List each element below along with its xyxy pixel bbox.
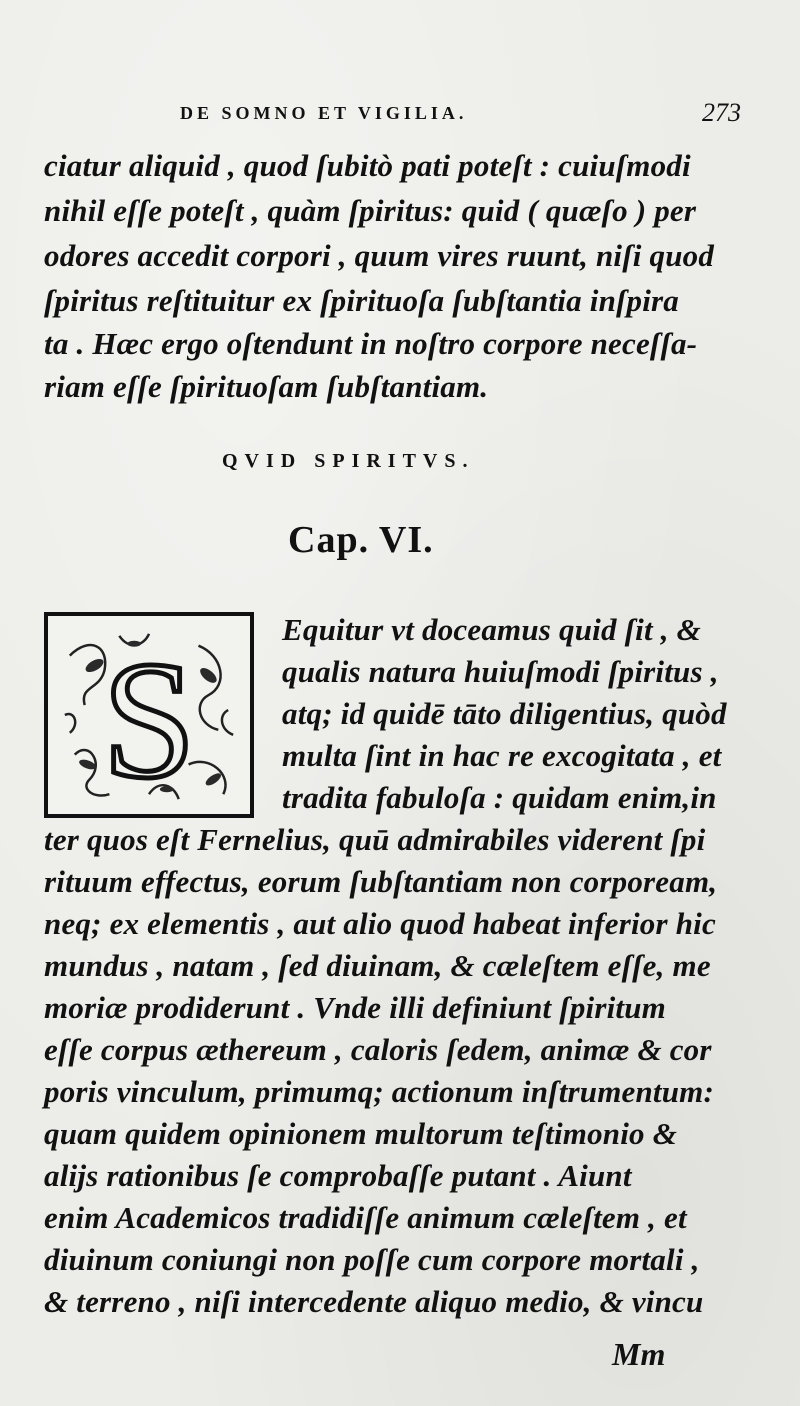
text-line: aliјs rationibus ſe comprobaſſe putant . Aiunt (44, 1158, 632, 1193)
text-line: tradita fabuloſa : quidam enim,in (282, 780, 717, 815)
text-line: eſſe corpus æthereum , caloris ſedem, animæ & cor (44, 1032, 712, 1067)
text-line: qualis natura huiuſmodi ſpiritus , (282, 654, 719, 689)
text-line: ſpiritus reſtituitur ex ſpirituoſa ſubſtantia inſpira (44, 283, 680, 318)
drop-cap-letter: S (102, 627, 196, 814)
text-line: odores accedit corpori , quum vires ruunt, niſi quod (44, 238, 715, 273)
text-line: diuinum coniungi non poſſe cum corpore mortali , (44, 1242, 700, 1277)
text-line: enim Academicos tradidiſſe animum cæleſtem , et (44, 1200, 687, 1235)
text-line: multa ſint in hac re excogitata , et (282, 738, 722, 773)
signature-mark: Mm (612, 1336, 666, 1372)
text-line: & terreno , niſi intercedente aliquo medio, & vincu (44, 1284, 704, 1319)
running-head: DE SOMNO ET VIGILIA. (180, 103, 468, 123)
text-line: moriæ prodiderunt . Vnde illi definiunt ſpiritum (44, 990, 666, 1025)
chapter-heading: Cap. VI. (288, 519, 434, 561)
text-line: ciatur aliquid , quod ſubitò pati poteſt : cuiuſmodi (44, 148, 691, 183)
text-line: mundus , natam , ſed diuinam, & cæleſtem eſſe, me (44, 948, 711, 983)
text-line: nihil eſſe poteſt , quàm ſpiritus: quid ( quæſo ) per (44, 193, 697, 228)
page-number: 273 (702, 98, 741, 127)
text-line: riam eſſe ſpirituoſam ſubſtantiam. (44, 369, 489, 404)
text-line: quam quidem opinionem multorum teſtimonio & (44, 1116, 678, 1151)
section-title: QVID SPIRITVS. (222, 450, 475, 472)
text-line: rituum effectus, eorum ſubſtantiam non corpoream, (44, 864, 718, 899)
text-line: ta . Hæc ergo oſtendunt in noſtro corpore neceſſa- (44, 326, 698, 361)
ornamental-initial-illustration (48, 616, 250, 814)
drop-cap-initial (44, 612, 254, 818)
text-line: neq; ex elementis , aut alio quod habeat inferior hic (44, 906, 716, 941)
text-line: poris vinculum, primumq; actionum inſtrumentum: (44, 1074, 715, 1109)
text-line: atq; id quidē tāto diligentius, quòd (282, 696, 727, 731)
text-line: Equitur vt doceamus quid ſit , & (282, 612, 701, 647)
text-line: ter quos eſt Fernelius, quū admirabiles viderent ſpi (44, 822, 706, 857)
